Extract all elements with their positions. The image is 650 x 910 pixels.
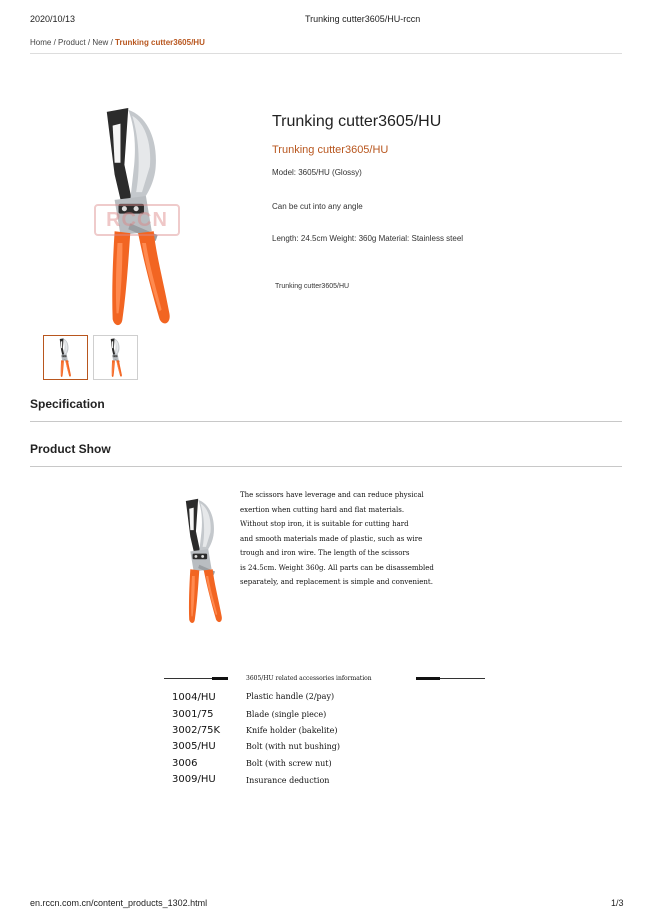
description-line: is 24.5cm. Weight 360g. All parts can be disassembled: [240, 563, 434, 572]
accessory-code: 3001/75: [172, 709, 214, 720]
product-thumbnail-2[interactable]: [93, 335, 138, 380]
breadcrumb-separator: /: [110, 38, 113, 47]
print-doc-title: Trunking cutter3605/HU-rccn: [305, 14, 421, 24]
accessory-code: 3006: [172, 758, 198, 769]
product-title: Trunking cutter3605/HU: [272, 113, 442, 130]
breadcrumb-new[interactable]: New: [92, 38, 109, 47]
print-page-number: 1/3: [611, 898, 624, 908]
accessories-title-line-right: [440, 678, 485, 679]
product-caption: Trunking cutter3605/HU: [275, 283, 350, 290]
breadcrumb-product[interactable]: Product: [58, 38, 86, 47]
pruning-shears-icon: [108, 338, 126, 378]
section-divider: [30, 466, 622, 467]
product-feature: Can be cut into any angle: [272, 202, 363, 211]
breadcrumb-divider: [30, 53, 622, 54]
description-line: exertion when cutting hard and flat materials.: [240, 505, 405, 514]
accessory-code: 1004/HU: [172, 692, 216, 703]
description-line: Without stop iron, it is suitable for cutting hard: [240, 520, 409, 528]
accessories-title-line-left: [164, 678, 212, 679]
product-specs: Length: 24.5cm Weight: 360g Material: Stainless steel: [272, 234, 464, 243]
accessory-name: Bolt (with screw nut): [246, 759, 332, 768]
accessories-title-bar-left: [212, 677, 228, 680]
accessory-name: Knife holder (bakelite): [246, 726, 338, 735]
description-line: separately, and replacement is simple and convenient.: [240, 578, 433, 586]
print-date: 2020/10/13: [30, 14, 76, 24]
print-url: en.rccn.com.cn/content_products_1302.html: [30, 898, 208, 908]
product-model: Model: 3605/HU (Glossy): [272, 168, 362, 177]
breadcrumb-home[interactable]: Home: [30, 38, 52, 47]
description-line: and smooth materials made of plastic, such as wire: [240, 534, 423, 543]
accessory-code: 3005/HU: [172, 741, 216, 752]
breadcrumb: [30, 38, 205, 47]
accessory-name: Blade (single piece): [246, 710, 327, 719]
description-line: The scissors have leverage and can reduce physical: [240, 491, 424, 499]
accessory-name: Insurance deduction: [246, 776, 330, 785]
product-show-image: [178, 486, 234, 638]
breadcrumb-current: Trunking cutter3605/HU: [115, 38, 205, 47]
accessories-title: 3605/HU related accessories information: [246, 675, 372, 682]
product-thumbnail-1[interactable]: [43, 335, 88, 380]
description-line: trough and iron wire. The length of the scissors: [240, 549, 410, 557]
breadcrumb-separator: /: [87, 38, 91, 47]
section-divider: [30, 421, 622, 422]
brand-watermark: RCCN: [94, 204, 180, 236]
product-subtitle: Trunking cutter3605/HU: [272, 144, 389, 156]
breadcrumb-separator: /: [53, 38, 56, 47]
section-specification: Specification: [30, 397, 105, 411]
pruning-shears-icon: [57, 338, 75, 378]
product-description: [240, 488, 480, 590]
accessories-title-bar-right: [416, 677, 440, 680]
section-product-show: Product Show: [30, 442, 111, 456]
accessory-code: 3002/75K: [172, 725, 221, 736]
accessory-name: Bolt (with nut bushing): [246, 742, 340, 751]
accessory-code: 3009/HU: [172, 774, 216, 785]
accessory-name: Plastic handle (2/pay): [246, 692, 335, 701]
